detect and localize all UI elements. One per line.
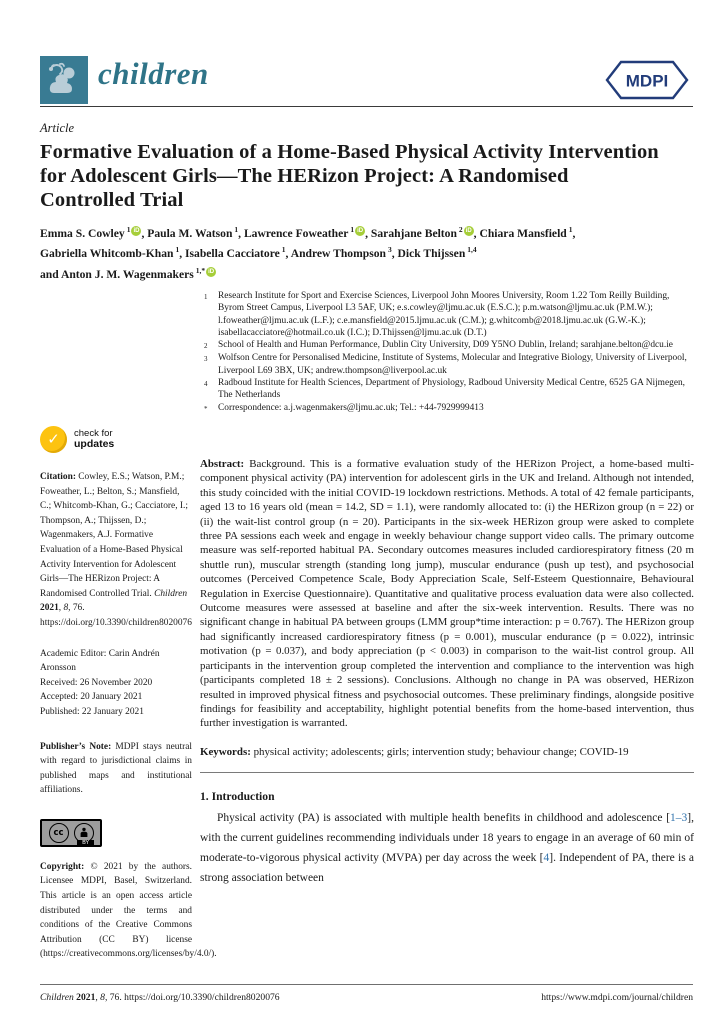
academic-editor-label: Academic Editor:: [40, 648, 107, 659]
keywords: [200, 745, 694, 759]
author: Sarahjane Belton $^2$ iD ,: [370, 225, 480, 240]
published-date: Published: 22 January 2021: [40, 706, 144, 717]
affiliation-list: [204, 290, 696, 415]
orcid-icon[interactable]: iD: [357, 228, 364, 234]
history-dates: [40, 676, 192, 720]
affiliation: 4 Radboud Institute for Health Sciences, Department of Physiology, Radboud University Medical Centre, 6525 GA Nijmegen, The Netherlands: [204, 378, 686, 401]
author-list: [40, 222, 695, 283]
footer-journal-url[interactable]: https://www.mdpi.com/journal/children: [541, 992, 693, 1003]
check-for-updates-button[interactable]: [40, 426, 192, 453]
author: Lawrence Foweather $^1$ iD ,: [243, 225, 371, 240]
mdpi-logo: [601, 57, 693, 103]
main-column: [200, 457, 694, 888]
author: Emma S. Cowley $^1$ iD ,: [40, 225, 148, 240]
check-icon: ✓: [40, 426, 67, 453]
citation-doi-link[interactable]: https://doi.org/10.3390/children8020076: [40, 617, 192, 628]
article-type-label: Article: [40, 121, 75, 135]
header-divider: [40, 106, 693, 107]
cc-by-license-badge[interactable]: [40, 819, 102, 847]
reference-link-1-3[interactable]: 1–3: [670, 812, 688, 825]
children-journal-logo: [40, 56, 88, 104]
academic-editor: [40, 647, 192, 676]
author: Paula M. Watson $^1$,: [147, 225, 244, 240]
copyright-statement: [40, 860, 217, 962]
introduction-paragraph: Physical activity (PA) is associated with multiple health benefits in childhood and adolescence [1–3], with the current guidelines recommending individuals under 18 years to engage in an average of 60 min of moderate-to-vigorous physical activity (MVPA) per day across the week [4]. Independent of PA, there is a strong association between: [200, 812, 695, 885]
page-title: Formative Evaluation of a Home-Based Physical Activity Intervention for Adolescent Girls—The HERizon Project: A Randomised Controlled Trial: [40, 141, 659, 211]
orcid-icon[interactable]: iD: [208, 268, 215, 275]
abstract-label: Abstract:: [200, 458, 245, 470]
received-date: Received: 26 November 2020: [40, 677, 153, 688]
correspondence-line: * Correspondence: a.j.wagenmakers@ljmu.ac.uk; Tel.: +44-7929999413: [204, 402, 484, 413]
keywords-divider: [200, 772, 694, 773]
mdpi-hexagon-icon: [601, 57, 693, 103]
publisher-note-text: MDPI stays neutral with regard to jurisdictional claims in published maps and institutional affiliations.: [40, 741, 192, 796]
footer-citation: Children 2021, 8, 76. https://doi.org/10.3390/children8020076: [40, 992, 280, 1003]
orcid-icon[interactable]: iD: [133, 228, 140, 234]
footer-doi-link[interactable]: https://doi.org/10.3390/children8020076: [124, 992, 280, 1003]
citation-label: Citation:: [40, 472, 76, 482]
author: Gabriella Whitcomb-Khan $^1$,: [40, 245, 185, 261]
author: Chiara Mansfield $^1$,: [479, 225, 576, 240]
author: Dick Thijssen $^{1,4}$: [397, 245, 477, 261]
author: and Anton J. M. Wagenmakers $^{1,*}$ iD: [40, 265, 215, 281]
cc-by-label: BY: [77, 840, 94, 847]
publisher-note: [40, 740, 192, 798]
footer-divider: [40, 984, 693, 985]
keywords-label: Keywords:: [200, 745, 251, 758]
affiliation: 1 Research Institute for Sport and Exercise Sciences, Liverpool John Moores University, Room 1.22 Tom Reilly Building, Byrom Street Campus, Liverpool L3 5AF, UK; e.s.cowley@ljmu.ac.uk (E.S.C.); p.m.watson@ljmu.ac.uk (P.M.W.); l.foweather@ljmu.ac.uk (L.F.); c.e.mansfield@2015.ljmu.ac.uk (C.M.); g.whitcomb@2018.ljmu.ac.uk (G.W.-K.); isabellacacciatore@hotmail.co.uk (I.C.); D.Thijssen@ljmu.ac.uk (D.T.): [204, 291, 670, 338]
cc-icon: cc: [49, 823, 69, 843]
author: Isabella Cacciatore $^1$,: [185, 245, 291, 261]
orcid-icon[interactable]: iD: [465, 228, 472, 234]
author: Andrew Thompson $^3$,: [290, 245, 398, 261]
updates-line2: updates: [74, 438, 115, 450]
copyright-text: © 2021 by the authors. Licensee MDPI, Basel, Switzerland. This article is an open access article distributed under the terms and conditions of the Creative Commons Attribution (CC BY) license (https://creativecommons.org/licenses/by/4.0/).: [40, 861, 217, 960]
updates-line1: check for: [74, 427, 113, 439]
keywords-text: physical activity; adolescents; girls; intervention study; behaviour change; COVID-19: [253, 745, 629, 758]
abstract: [200, 457, 694, 731]
abstract-text: Background. This is a formative evaluation study of the HERizon Project, a home-based multi-component physical activity (PA) intervention for adolescent girls in the UK and Ireland. Although not intended, this study coincided with the initial COVID-19 lockdown restrictions. Methods. A total of 42 female participants, aged 13 to 16 years old (mean = 14.2, SD = 1.1), were randomly allocated to: (i) the HERizon group (n = 22) or (ii) the wait-list control group (n = 20). Participants in the six-week HERizon group were asked to complete three PA sessions each week and engage in weekly behaviour change support video calls. The primary outcome measure was self-reported habitual PA. Secondary outcomes measures included cardiorespiratory fitness (20 m shuttle run), muscular strength (standing long jump), muscular endurance (push up test), and psychosocial outcomes (Perceived Competence Scale, Body Appreciation Scale, Self-Esteem Questionnaire, Behavioural Regulation in Exercise Questionnaire). Quantitative and qualitative process evaluation data were also collected. Outcome measures were assessed at baseline and after the six-week intervention. Results. There was no significant change in habitual PA between groups (LMM group*time interaction: p = 0.767). The HERizon group had significantly increased cardiorespiratory fitness (p = 0.001), muscular endurance (p = 0.022), intrinsic motivation (p = 0.037), and body appreciation (p < 0.003) in comparison to the wait-list control group. All participants in the intervention group completed the intervention and compliance to the intervention was high (participants completed 18 ± 2 sessions). Conclusions. Although no change in PA was observed, HERizon resulted in improved physical fitness and psychosocial outcomes. These preliminary findings, alongside positive findings for feasibility and acceptability, highlight potential benefits from the home-based intervention, thus further investigation is warranted.: [200, 458, 695, 730]
copyright-label: Copyright:: [40, 861, 85, 872]
affiliation: 2 School of Health and Human Performance, Dublin City University, D09 Y5NO Dublin, Ireland; sarahjane.belton@dcu.ie: [204, 340, 673, 351]
affiliation: 3 Wolfson Centre for Personalised Medicine, Institute of Systems, Molecular and Integrative Biology, University of Liverpool, Liverpool L69 3BX, UK; andrew.thompson@liverpool.ac.uk: [204, 353, 687, 376]
sidebar: [40, 426, 217, 962]
citation-text: Cowley, E.S.; Watson, P.M.; Foweather, L.; Belton, S.; Mansfield, C.; Whitcomb-Khan, G.; Cacciatore, I.; Thompson, A.; Thijssen, D.; Wagenmakers, A.J. Formative Evaluation of a Home-Based Physical Activity Intervention for Adolescent Girls—The HERizon Project: A Randomised Controlled Trial.: [40, 472, 188, 599]
citation-block: Citation: Cowley, E.S.; Watson, P.M.; Foweather, L.; Belton, S.; Mansfield, C.; Whitcomb-Khan, G.; Cacciatore, I.; Thompson, A.; Thijssen, D.; Wagenmakers, A.J. Formative Evaluation of a Home-Based Physical Activity Intervention for Adolescent Girls—The HERizon Project: A Randomised Controlled Trial. Children 2021, 8, 76. https://doi.org/10.3390/children8020076: [40, 472, 192, 628]
academic-editor-name: Carin Andrén Aronsson: [40, 648, 160, 674]
svg-text:MDPI: MDPI: [625, 71, 669, 91]
publisher-note-label: Publisher’s Note:: [40, 741, 112, 752]
accepted-date: Accepted: 20 January 2021: [40, 692, 143, 703]
reference-link-4[interactable]: 4: [543, 852, 550, 865]
journal-name: children: [98, 56, 209, 91]
children-journal-icon: [44, 60, 84, 100]
section-heading-introduction: 1. Introduction: [200, 790, 275, 804]
